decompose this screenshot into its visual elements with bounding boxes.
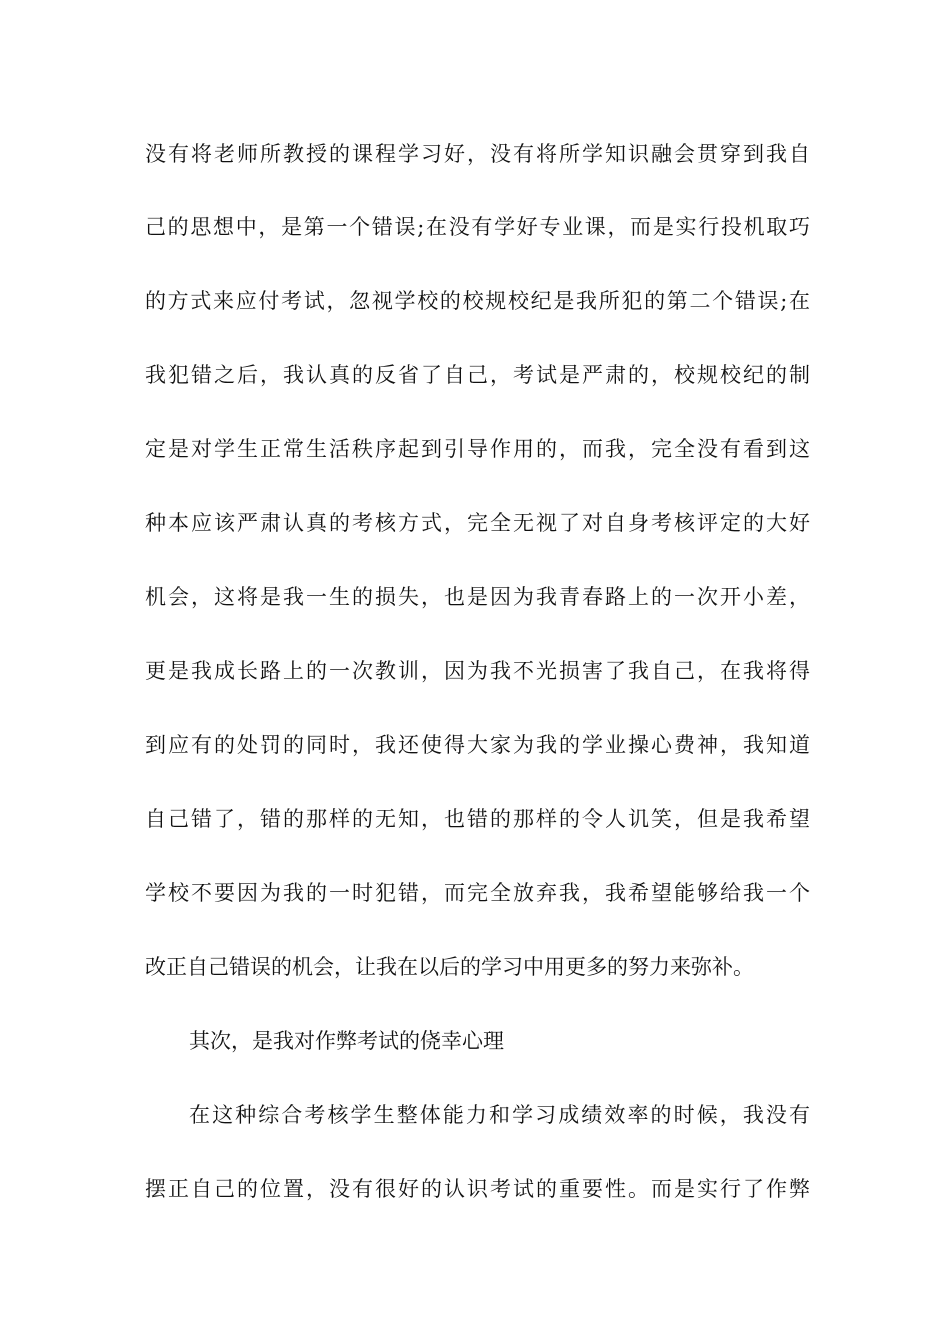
paragraph-line: 机会，这将是我一生的损失，也是因为我青春路上的一次开小差， [145,585,810,609]
paragraph-line: 改正自己错误的机会，让我在以后的学习中用更多的努力来弥补。 [145,955,754,979]
paragraph-line: 没有将老师所教授的课程学习好，没有将所学知识融会贯穿到我自 [145,142,810,166]
paragraph-line: 种本应该严肃认真的考核方式，完全无视了对自身考核评定的大好 [145,511,810,535]
paragraph-line: 更是我成长路上的一次教训，因为我不光损害了我自己，在我将得 [145,659,810,683]
section-heading: 其次，是我对作弊考试的侥幸心理 [189,1029,504,1053]
paragraph-line: 在这种综合考核学生整体能力和学习成绩效率的时候，我没有 [189,1103,810,1127]
paragraph-line: 的方式来应付考试，忽视学校的校规校纪是我所犯的第二个错误;在 [145,289,810,313]
paragraph-line: 摆正自己的位置，没有很好的认识考试的重要性。而是实行了作弊 [145,1177,810,1201]
paragraph-line: 自己错了，错的那样的无知，也错的那样的令人讥笑，但是我希望 [145,807,810,831]
paragraph-line: 到应有的处罚的同时，我还使得大家为我的学业操心费神，我知道 [145,733,810,757]
paragraph-line: 我犯错之后，我认真的反省了自己，考试是严肃的，校规校纪的制 [145,363,810,387]
paragraph-line: 定是对学生正常生活秩序起到引导作用的，而我，完全没有看到这 [145,437,810,461]
paragraph-line: 己的思想中，是第一个错误;在没有学好专业课，而是实行投机取巧 [145,215,810,239]
paragraph-line: 学校不要因为我的一时犯错，而完全放弃我，我希望能够给我一个 [145,881,810,905]
